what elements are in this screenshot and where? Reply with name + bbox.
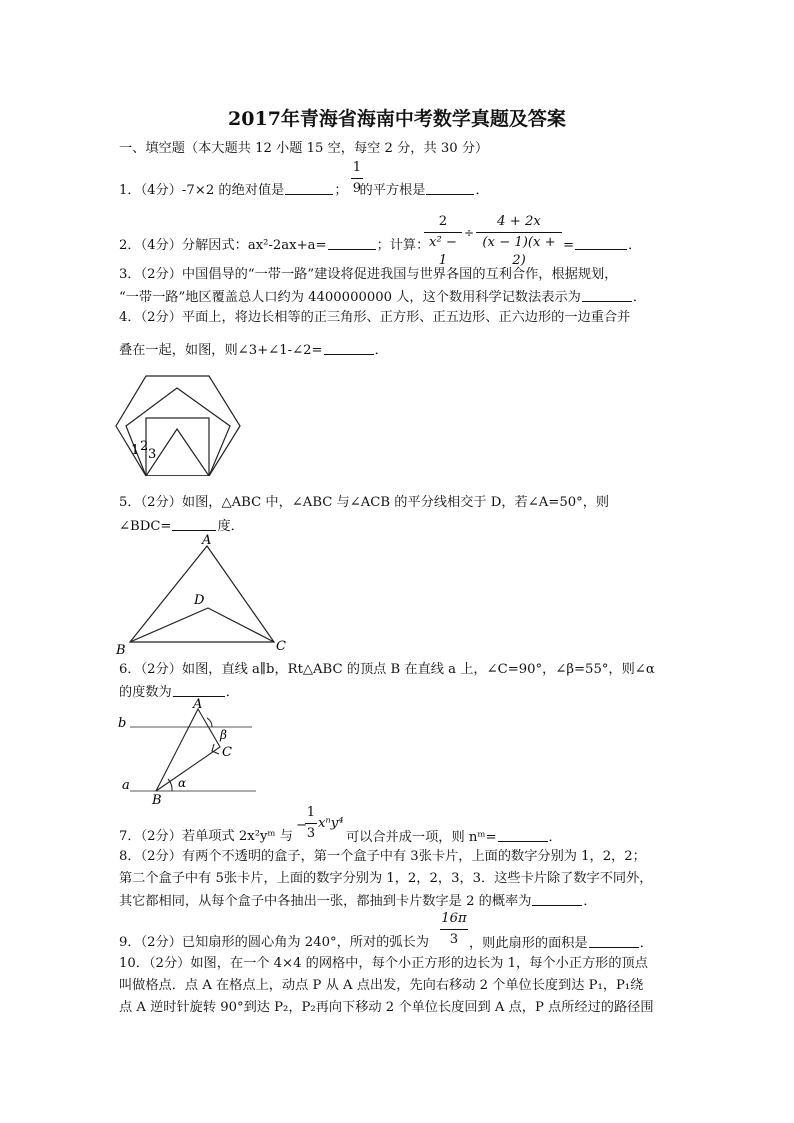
q4-text: 叠在一起，如图，则∠3+∠1-∠2=	[119, 343, 323, 358]
q2-fraction-1	[424, 213, 462, 270]
answer-blank	[498, 828, 548, 842]
q2-end: ．	[628, 238, 642, 253]
answer-blank	[532, 892, 582, 906]
q2-text-a: 2．（4分）分解因式：ax²-2ax+a=	[119, 238, 327, 253]
question-1	[119, 181, 489, 200]
fig4-label-2: 2	[140, 439, 149, 454]
answer-blank	[173, 683, 225, 697]
pentagon-shape	[126, 388, 230, 476]
q9-text-b: ，则此扇形的面积是	[469, 936, 588, 951]
q1-end: ．	[475, 183, 489, 198]
fig6-label-a: A	[193, 697, 203, 712]
question-4-line-1: 4．（2分）平面上，将边长相等的正三角形、正方形、正五边形、正六边形的一边重合并	[119, 310, 631, 325]
question-8-line-3	[119, 892, 597, 911]
bisectors-bd-cd	[130, 608, 274, 642]
q9-tail	[469, 934, 653, 953]
q2-f1-num: 2	[438, 214, 448, 229]
fig6-label-beta: β	[220, 728, 227, 742]
fig5-label-c: C	[276, 639, 286, 654]
q7-term: xⁿy⁴	[318, 816, 344, 831]
answer-blank	[172, 517, 216, 531]
q1-frac-den: 9	[352, 181, 362, 196]
q6-text: 的度数为	[119, 685, 172, 700]
question-5-line-1: 5．（2分）如图，△ABC 中，∠ABC 与∠ACB 的平分线相交于 D，若∠A=50°，则	[119, 495, 610, 510]
q2-fraction-2	[476, 213, 562, 270]
parallel-lines-figure	[114, 697, 264, 807]
question-4-line-2	[119, 341, 388, 360]
question-8-line-1: 8．（2分）有两个不透明的盒子，第一个盒子中有 3张卡片，上面的数字分别为 1，2，2；	[119, 849, 646, 864]
divide-sign: ÷	[464, 226, 475, 240]
polygons-figure	[114, 368, 254, 476]
answer-blank	[285, 181, 333, 195]
question-10-line-1: 10．（2分）如图，在一个 4×4 的网格中，每个小正方形的边长为 1，每个小正方形的顶点	[119, 956, 648, 971]
hexagon-shape	[116, 376, 240, 476]
fig6-label-a-line: a	[122, 778, 130, 793]
q8-text: 其它都相同，从每个盒子中各抽出一张，都抽到卡片数字是 2 的概率为	[119, 894, 532, 909]
q9-text-a: 9．（2分）已知扇形的圆心角为 240°，所对的弧长为	[119, 935, 429, 950]
question-10-line-3: 点 A 逆时针旋转 90°到达 P₂，P₂再向下移动 2 个单位长度回到 A 点，P 点所经过的路径围	[119, 1000, 654, 1015]
fig5-label-b: B	[116, 643, 126, 656]
q2-f1-den: x² − 1	[429, 235, 457, 268]
q7-text-a: 7．（2分）若单项式 2x²yᵐ 与	[119, 829, 293, 844]
q7-frac-den: 3	[306, 826, 316, 841]
q5-text: ∠BDC=	[119, 519, 172, 534]
answer-blank	[324, 341, 374, 355]
fig6-label-b-line: b	[118, 716, 127, 731]
section-heading: 一、填空题（本大题共 12 小题 15 空，每空 2 分，共 30 分）	[119, 141, 489, 156]
q2-eq: =	[563, 238, 575, 253]
question-9	[119, 934, 429, 952]
answer-blank	[426, 181, 474, 195]
q7-end: ．	[548, 830, 562, 845]
question-3-line-2	[119, 288, 646, 307]
q2-text-b: ；计算：	[376, 238, 430, 253]
q3-end: ．	[632, 290, 647, 305]
q3-text: “一带一路”地区覆盖总人口约为 4400000000 人，这个数用科学记数法表示为	[119, 290, 581, 305]
question-10-line-2: 叫做格点．点 A 在格点上，动点 P 从 A 点出发，先向右移动 2 个单位长度到达 P₁，P₁绕	[119, 978, 644, 993]
fig6-label-c: C	[222, 745, 232, 760]
q1-text-c: 的平方根是	[359, 183, 426, 198]
page-title: 2017年青海省海南中考数学真题及答案	[228, 108, 566, 130]
q9-end: ．	[639, 936, 653, 951]
q4-end: ．	[374, 343, 388, 358]
fig4-label-3: 3	[148, 447, 157, 462]
answer-blank	[575, 236, 627, 250]
fig5-label-a: A	[202, 533, 212, 548]
q1-text-a: 1．（4分）-7×2 的绝对值是	[119, 183, 285, 198]
q2-tail	[563, 236, 641, 255]
answer-blank	[328, 236, 376, 250]
question-3-line-1: 3．（2分）中国倡导的“一带一路”建设将促进我国与世界各国的互利合作，根据规划，	[119, 267, 618, 282]
q9-fraction	[440, 910, 468, 949]
fig6-label-alpha: α	[178, 776, 187, 790]
q1-fraction	[351, 159, 363, 198]
question-8-line-2: 第二个盒子中有 5张卡片，上面的数字分别为 1，2，2，3，3．这些卡片除了数字不同外，	[119, 871, 653, 886]
q1-frac-num: 1	[352, 160, 362, 175]
q1-text-b: ；	[334, 183, 348, 198]
q7-fraction	[305, 804, 317, 843]
q7-minus: −	[296, 818, 308, 833]
fig4-label-1: 1	[131, 443, 140, 458]
q6-end: ．	[225, 685, 239, 700]
q2-f2-den: (x − 1)(x + 2)	[482, 235, 556, 268]
q2-f2-num: 4 + 2x	[497, 214, 541, 229]
question-7	[119, 828, 293, 846]
q7-text-b: 可以合并成一项，则 nᵐ=	[346, 830, 497, 845]
q8-end: ．	[583, 894, 597, 909]
fig6-label-b: B	[152, 793, 162, 807]
q7-tail	[346, 828, 562, 847]
question-2	[119, 236, 429, 255]
answer-blank	[589, 934, 639, 948]
q5-end: 度．	[217, 519, 244, 534]
fig5-label-d: D	[194, 593, 205, 608]
answer-blank	[582, 288, 632, 302]
q9-frac-den: 3	[449, 932, 459, 947]
triangle-bisector-figure	[112, 532, 302, 656]
q7-frac-num: 1	[306, 805, 316, 820]
question-6-line-1: 6．（2分）如图，直线 a∥b，Rt△ABC 的顶点 B 在直线 a 上，∠C=90°，∠β=55°，则∠α	[119, 662, 655, 677]
q9-frac-num: 16π	[441, 911, 467, 926]
